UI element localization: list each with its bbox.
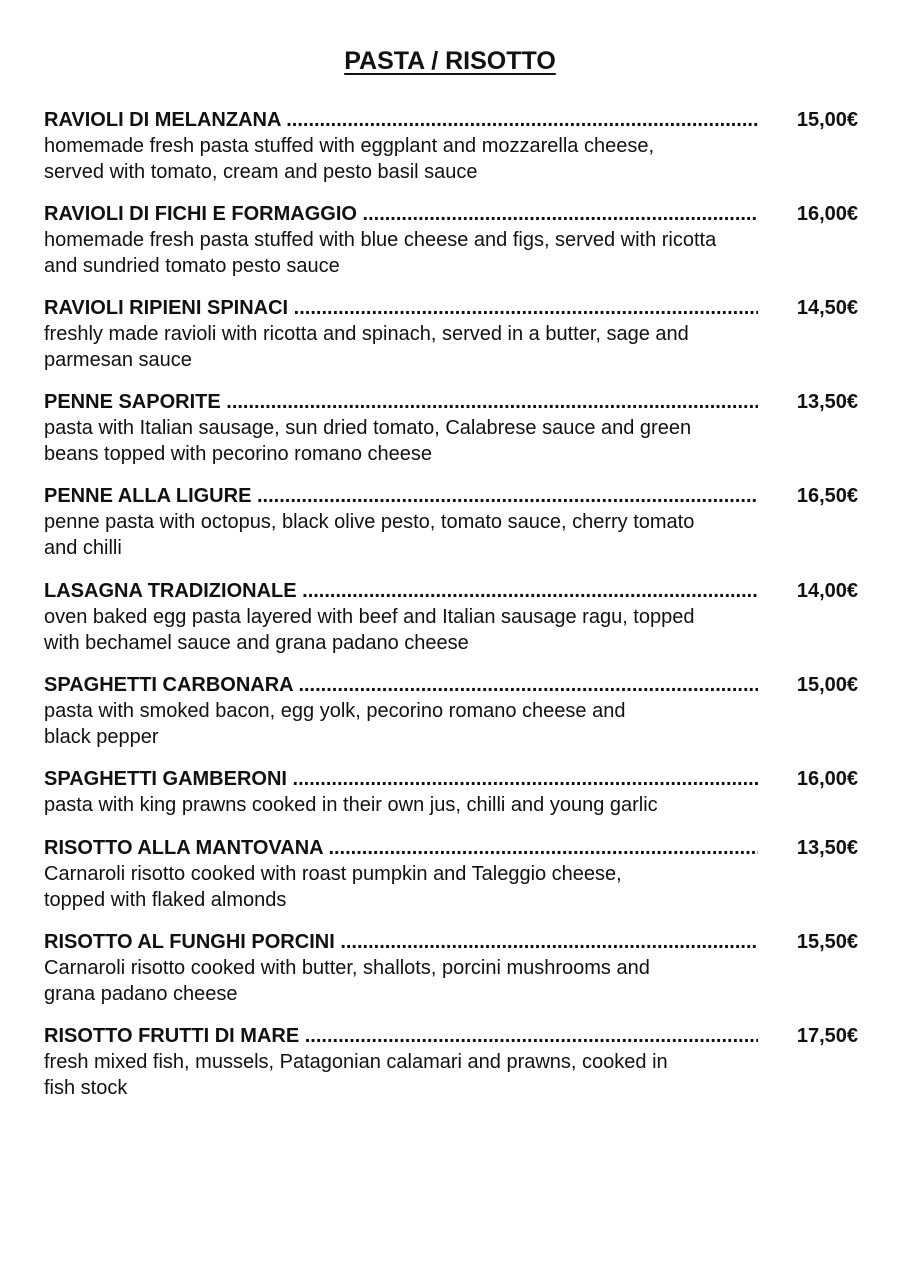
menu-item bbox=[44, 201, 860, 279]
menu-item-description-line: and sundried tomato pesto sauce bbox=[44, 255, 340, 277]
menu-item-price: 16,50€ bbox=[796, 485, 858, 507]
menu-item-price: 15,50€ bbox=[796, 931, 858, 953]
menu-item-name: PENNE SAPORITE ..... bbox=[44, 389, 758, 415]
menu-item-description-line: fish stock bbox=[44, 1077, 128, 1099]
menu-item-price: 14,00€ bbox=[796, 580, 858, 602]
menu-item-description-line: pasta with Italian sausage, sun dried tomato, Calabrese sauce and green bbox=[44, 417, 692, 439]
menu-item-header bbox=[44, 835, 860, 861]
menu-item-description-line: beans topped with pecorino romano cheese bbox=[44, 443, 433, 465]
menu-item bbox=[44, 483, 860, 561]
menu-item-name: RISOTTO AL FUNGHI PORCINI ..... bbox=[44, 929, 758, 955]
menu-item-description-line: grana padano cheese bbox=[44, 983, 238, 1005]
menu-item-header bbox=[44, 295, 860, 321]
menu-item bbox=[44, 1023, 860, 1101]
menu-item-description-line: black pepper bbox=[44, 726, 159, 748]
menu-item-name: RAVIOLI RIPIENI SPINACI ..... bbox=[44, 295, 758, 321]
menu-item-description bbox=[44, 509, 744, 561]
menu-item-header bbox=[44, 107, 860, 133]
menu-item-price: 14,50€ bbox=[796, 297, 858, 319]
menu-item-name: SPAGHETTI GAMBERONI ..... bbox=[44, 766, 758, 792]
menu-item-description-line: and chilli bbox=[44, 537, 122, 559]
menu-item-name: RISOTTO FRUTTI DI MARE ..... bbox=[44, 1023, 758, 1049]
menu-item-description-line: oven baked egg pasta layered with beef and Italian sausage ragu, topped bbox=[44, 606, 695, 628]
menu-item-description-line: pasta with smoked bacon, egg yolk, pecorino romano cheese and bbox=[44, 700, 626, 722]
menu-item-description bbox=[44, 604, 744, 656]
menu-item-description-line: topped with flaked almonds bbox=[44, 889, 287, 911]
menu-item-description bbox=[44, 227, 744, 279]
menu-item-description-line: served with tomato, cream and pesto basil sauce bbox=[44, 161, 478, 183]
menu-item-name: SPAGHETTI CARBONARA ..... bbox=[44, 672, 758, 698]
menu-item-description-line: parmesan sauce bbox=[44, 349, 192, 371]
menu-item-description-line: with bechamel sauce and grana padano cheese bbox=[44, 632, 469, 654]
menu-item-name: RAVIOLI DI MELANZANA ..... bbox=[44, 107, 758, 133]
menu-item-header bbox=[44, 672, 860, 698]
menu-item-description-line: pasta with king prawns cooked in their own jus, chilli and young garlic bbox=[44, 794, 658, 816]
menu-item-description bbox=[44, 861, 744, 913]
menu-item-description-line: Carnaroli risotto cooked with roast pumpkin and Taleggio cheese, bbox=[44, 863, 622, 885]
menu-item-name: RAVIOLI DI FICHI E FORMAGGIO ..... bbox=[44, 201, 758, 227]
page-title bbox=[0, 45, 900, 77]
menu-item-description-line: homemade fresh pasta stuffed with blue cheese and figs, served with ricotta bbox=[44, 229, 717, 251]
menu-item bbox=[44, 578, 860, 656]
menu-item-header bbox=[44, 1023, 860, 1049]
menu-item-price: 15,00€ bbox=[796, 109, 858, 131]
menu-item-price: 13,50€ bbox=[796, 837, 858, 859]
menu-item-description-line: fresh mixed fish, mussels, Patagonian calamari and prawns, cooked in bbox=[44, 1051, 668, 1073]
page-title-text: PASTA / RISOTTO bbox=[344, 47, 556, 75]
menu-item bbox=[44, 835, 860, 913]
menu-item-description bbox=[44, 698, 744, 750]
menu-item-price: 16,00€ bbox=[796, 768, 858, 790]
menu-item-description-line: Carnaroli risotto cooked with butter, shallots, porcini mushrooms and bbox=[44, 957, 650, 979]
menu-item-name: RISOTTO ALLA MANTOVANA ..... bbox=[44, 835, 758, 861]
menu-item bbox=[44, 766, 860, 818]
menu-item-name: PENNE ALLA LIGURE ..... bbox=[44, 483, 758, 509]
menu-item-price: 13,50€ bbox=[796, 391, 858, 413]
menu-item-description bbox=[44, 1049, 744, 1101]
menu-item-description-line: penne pasta with octopus, black olive pesto, tomato sauce, cherry tomato bbox=[44, 511, 695, 533]
menu-item-header bbox=[44, 483, 860, 509]
menu-item-description bbox=[44, 133, 744, 185]
menu-item bbox=[44, 107, 860, 185]
menu-item-description-line: freshly made ravioli with ricotta and spinach, served in a butter, sage and bbox=[44, 323, 689, 345]
menu-item-header bbox=[44, 578, 860, 604]
menu-item-header bbox=[44, 929, 860, 955]
menu-item bbox=[44, 929, 860, 1007]
menu-item-header bbox=[44, 201, 860, 227]
menu-item-price: 15,00€ bbox=[796, 674, 858, 696]
menu-item-description bbox=[44, 321, 744, 373]
menu-item-header bbox=[44, 766, 860, 792]
menu-item bbox=[44, 295, 860, 373]
menu-item bbox=[44, 672, 860, 750]
menu-item-description bbox=[44, 792, 744, 818]
menu-item-description-line: homemade fresh pasta stuffed with eggplant and mozzarella cheese, bbox=[44, 135, 654, 157]
menu-item-price: 17,50€ bbox=[796, 1025, 858, 1047]
menu-item-description bbox=[44, 955, 744, 1007]
menu-item bbox=[44, 389, 860, 467]
menu-item-name: LASAGNA TRADIZIONALE ..... bbox=[44, 578, 758, 604]
menu-item-price: 16,00€ bbox=[796, 203, 858, 225]
menu-item-description bbox=[44, 415, 744, 467]
menu-item-header bbox=[44, 389, 860, 415]
